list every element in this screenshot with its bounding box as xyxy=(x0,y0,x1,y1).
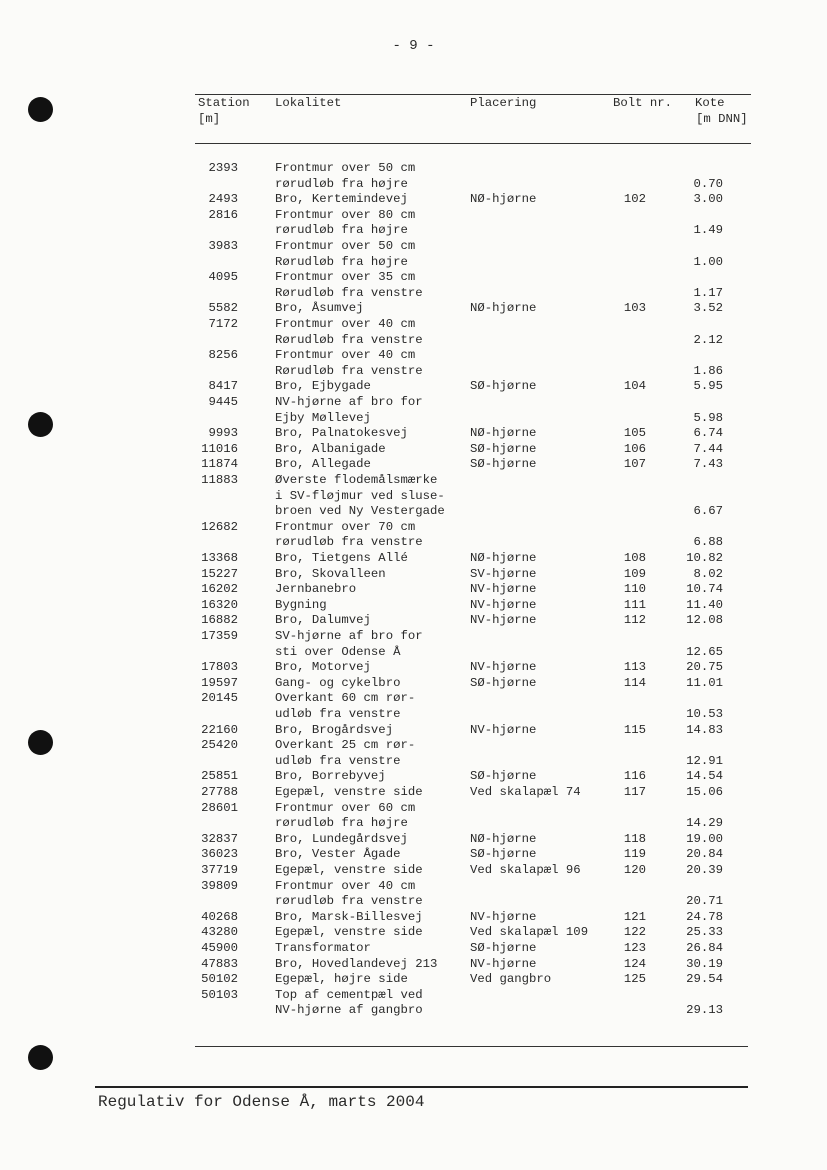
station-cell: 3983 xyxy=(208,239,238,253)
kote-cell: 20.39 xyxy=(686,863,723,877)
bolt-cell: 107 xyxy=(623,457,646,472)
lokalitet-cell: Bro, Brogårdsvej xyxy=(275,722,394,737)
lokalitet-cell: Top af cementpæl ved xyxy=(275,987,423,1002)
kote-cell: 6.67 xyxy=(693,504,723,519)
placering-cell: Ved skalapæl 96 xyxy=(470,863,581,877)
station-cell: 22160 xyxy=(201,722,238,737)
lokalitet-cell: Frontmur over 40 cm xyxy=(275,348,416,363)
bolt-cell: 120 xyxy=(623,863,646,877)
lokalitet-cell: Frontmur over 50 cm xyxy=(275,239,416,253)
lokalitet-cell: Frontmur over 60 cm xyxy=(275,800,416,815)
placering-cell: NØ-hjørne xyxy=(470,831,537,846)
station-cell: 16320 xyxy=(201,597,238,612)
lokalitet-cell: sti over Odense Å xyxy=(275,644,401,659)
lokalitet-cell: rørudløb fra venstre xyxy=(275,894,423,909)
header-placering: Placering xyxy=(470,96,537,110)
kote-cell: 26.84 xyxy=(686,941,723,955)
placering-cell: SØ-hjørne xyxy=(470,675,537,690)
placering-cell: NØ-hjørne xyxy=(470,426,537,441)
bolt-cell: 119 xyxy=(623,847,646,862)
lokalitet-cell: Frontmur over 70 cm xyxy=(275,519,416,534)
bolt-cell: 105 xyxy=(623,426,646,441)
kote-cell: 14.54 xyxy=(686,769,723,784)
kote-cell: 8.02 xyxy=(693,566,723,581)
lokalitet-cell: Frontmur over 50 cm xyxy=(275,161,416,175)
station-cell: 45900 xyxy=(201,941,238,955)
bolt-cell: 122 xyxy=(623,925,646,940)
placering-cell: SV-hjørne xyxy=(470,566,537,581)
lokalitet-cell: Bro, Kertemindevej xyxy=(275,192,408,207)
kote-cell: 29.54 xyxy=(686,972,723,987)
footer-title: Regulativ for Odense Å, marts 2004 xyxy=(98,1093,425,1111)
kote-cell: 15.06 xyxy=(686,785,723,799)
kote-cell: 5.98 xyxy=(693,410,723,425)
lokalitet-cell: Bro, Marsk-Billesvej xyxy=(275,909,423,924)
lokalitet-cell: Rørudløb fra venstre xyxy=(275,363,423,378)
placering-cell: NV-hjørne xyxy=(470,722,537,737)
kote-cell: 30.19 xyxy=(686,956,723,971)
lokalitet-cell: Ejby Møllevej xyxy=(275,410,371,425)
station-cell: 8417 xyxy=(208,379,238,394)
placering-cell: SØ-hjørne xyxy=(470,769,537,784)
header-station: Station xyxy=(198,96,250,110)
lokalitet-cell: NV-hjørne af gangbro xyxy=(275,1003,423,1018)
station-cell: 28601 xyxy=(201,800,238,815)
lokalitet-cell: SV-hjørne af bro for xyxy=(275,629,423,643)
placering-cell: SØ-hjørne xyxy=(470,379,537,394)
header-kote: Kote xyxy=(695,96,725,110)
placering-cell: NØ-hjørne xyxy=(470,301,537,316)
lokalitet-cell: rørudløb fra højre xyxy=(275,176,408,191)
station-cell: 2816 xyxy=(208,207,238,222)
placering-cell: NØ-hjørne xyxy=(470,192,537,207)
lokalitet-cell: Frontmur over 35 cm xyxy=(275,270,416,285)
lokalitet-cell: Frontmur over 80 cm xyxy=(275,207,416,222)
station-cell: 4095 xyxy=(208,270,238,285)
bolt-cell: 118 xyxy=(623,831,646,846)
bolt-cell: 106 xyxy=(623,441,646,456)
kote-cell: 0.70 xyxy=(693,176,723,191)
kote-cell: 1.86 xyxy=(693,363,723,378)
station-cell: 17803 xyxy=(201,660,238,675)
placering-cell: NV-hjørne xyxy=(470,909,537,924)
header-station-unit: [m] xyxy=(198,112,221,126)
lokalitet-cell: Gang- og cykelbro xyxy=(275,675,401,690)
station-cell: 16882 xyxy=(201,613,238,628)
placering-cell: NV-hjørne xyxy=(470,597,537,612)
kote-cell: 11.01 xyxy=(686,675,723,690)
punch-hole xyxy=(28,1045,53,1070)
bolt-cell: 102 xyxy=(623,192,646,207)
placering-cell: SØ-hjørne xyxy=(470,457,537,472)
lokalitet-cell: Bro, Skovalleen xyxy=(275,566,386,581)
kote-cell: 3.52 xyxy=(693,301,723,316)
bolt-cell: 113 xyxy=(623,660,646,675)
station-cell: 13368 xyxy=(201,551,238,565)
lokalitet-cell: Jernbanebro xyxy=(275,582,357,597)
bolt-cell: 112 xyxy=(623,613,646,628)
station-cell: 9445 xyxy=(208,395,238,409)
lokalitet-cell: broen ved Ny Vestergade xyxy=(275,504,445,519)
placering-cell: NØ-hjørne xyxy=(470,551,537,565)
lokalitet-cell: Overkant 25 cm rør- xyxy=(275,738,416,753)
punch-hole xyxy=(28,412,53,437)
bolt-cell: 109 xyxy=(623,566,646,581)
station-cell: 8256 xyxy=(208,348,238,363)
station-cell: 2493 xyxy=(208,192,238,207)
lokalitet-cell: Rørudløb fra venstre xyxy=(275,285,423,300)
lokalitet-cell: Rørudløb fra venstre xyxy=(275,332,423,347)
placering-cell: SØ-hjørne xyxy=(470,441,537,456)
kote-cell: 12.08 xyxy=(686,613,723,628)
station-cell: 17359 xyxy=(201,629,238,643)
lokalitet-cell: Egepæl, venstre side xyxy=(275,863,423,877)
placering-cell: Ved gangbro xyxy=(470,972,552,987)
header-bolt: Bolt nr. xyxy=(612,96,672,110)
footer-rule xyxy=(95,1086,748,1088)
kote-cell: 10.82 xyxy=(686,551,723,565)
placering-cell: SØ-hjørne xyxy=(470,847,537,862)
kote-cell: 7.43 xyxy=(693,457,723,472)
station-cell: 50103 xyxy=(201,987,238,1002)
station-cell: 32837 xyxy=(201,831,238,846)
station-cell: 5582 xyxy=(208,301,238,316)
table-top-rule xyxy=(195,94,751,95)
placering-cell: Ved skalapæl 74 xyxy=(470,785,581,799)
bolt-cell: 108 xyxy=(623,551,646,565)
placering-cell: NV-hjørne xyxy=(470,956,537,971)
punch-hole xyxy=(28,730,53,755)
lokalitet-cell: i SV-fløjmur ved sluse- xyxy=(275,488,445,503)
lokalitet-cell: Øverste flodemålsmærke xyxy=(275,473,438,487)
kote-cell: 25.33 xyxy=(686,925,723,940)
station-cell: 40268 xyxy=(201,909,238,924)
kote-cell: 20.71 xyxy=(686,894,723,909)
station-cell: 36023 xyxy=(201,847,238,862)
bolt-cell: 125 xyxy=(623,972,646,987)
lokalitet-cell: Transformator xyxy=(275,941,371,955)
lokalitet-cell: Bro, Palnatokesvej xyxy=(275,426,408,441)
kote-cell: 12.91 xyxy=(686,753,723,768)
lokalitet-cell: Bro, Åsumvej xyxy=(275,301,364,316)
lokalitet-cell: Bro, Dalumvej xyxy=(275,613,371,628)
bolt-cell: 121 xyxy=(623,909,646,924)
kote-cell: 14.29 xyxy=(686,816,723,831)
header-lokalitet: Lokalitet xyxy=(275,96,342,110)
bolt-cell: 110 xyxy=(623,582,646,597)
kote-cell: 19.00 xyxy=(686,831,723,846)
station-cell: 20145 xyxy=(201,691,238,706)
kote-cell: 11.40 xyxy=(686,597,723,612)
lokalitet-cell: udløb fra venstre xyxy=(275,707,401,721)
kote-cell: 12.65 xyxy=(686,644,723,659)
kote-cell: 24.78 xyxy=(686,909,723,924)
lokalitet-cell: Rørudløb fra højre xyxy=(275,254,408,269)
bolt-cell: 123 xyxy=(623,941,646,955)
station-cell: 19597 xyxy=(201,675,238,690)
placering-cell: SØ-hjørne xyxy=(470,941,537,955)
bolt-cell: 114 xyxy=(623,675,646,690)
lokalitet-cell: Bro, Borrebyvej xyxy=(275,769,386,784)
lokalitet-cell: Egepæl, venstre side xyxy=(275,925,423,940)
kote-cell: 20.75 xyxy=(686,660,723,675)
lokalitet-cell: Bro, Hovedlandevej 213 xyxy=(275,956,438,971)
station-cell: 9993 xyxy=(208,426,238,441)
bolt-cell: 115 xyxy=(623,722,646,737)
station-cell: 27788 xyxy=(201,785,238,799)
placering-cell: NV-hjørne xyxy=(470,660,537,675)
placering-cell: NV-hjørne xyxy=(470,613,537,628)
kote-cell: 6.88 xyxy=(693,535,723,550)
station-cell: 16202 xyxy=(201,582,238,597)
lokalitet-cell: Bro, Vester Ågade xyxy=(275,847,401,862)
station-cell: 25420 xyxy=(201,738,238,753)
header-kote-unit: [m DNN] xyxy=(696,112,748,126)
kote-cell: 29.13 xyxy=(686,1003,723,1018)
station-cell: 37719 xyxy=(201,863,238,877)
bolt-cell: 103 xyxy=(623,301,646,316)
station-cell: 2393 xyxy=(208,161,238,175)
kote-cell: 14.83 xyxy=(686,722,723,737)
lokalitet-cell: Bro, Albanigade xyxy=(275,441,386,456)
kote-cell: 1.17 xyxy=(693,285,723,300)
kote-cell: 1.49 xyxy=(693,223,723,238)
kote-cell: 20.84 xyxy=(686,847,723,862)
kote-cell: 6.74 xyxy=(693,426,723,441)
kote-cell: 10.74 xyxy=(686,582,723,597)
bolt-cell: 116 xyxy=(623,769,646,784)
lokalitet-cell: Egepæl, højre side xyxy=(275,972,408,987)
lokalitet-cell: Bro, Ejbygade xyxy=(275,379,371,394)
lokalitet-cell: Egepæl, venstre side xyxy=(275,785,423,799)
station-cell: 7172 xyxy=(208,317,238,331)
station-cell: 25851 xyxy=(201,769,238,784)
kote-cell: 1.00 xyxy=(693,254,723,269)
bolt-cell: 124 xyxy=(623,956,646,971)
punch-hole xyxy=(28,97,53,122)
kote-cell: 7.44 xyxy=(693,441,723,456)
station-cell: 11016 xyxy=(201,441,238,456)
lokalitet-cell: Bygning xyxy=(275,597,327,612)
station-cell: 15227 xyxy=(201,566,238,581)
kote-cell: 10.53 xyxy=(686,707,723,721)
table-bottom-rule xyxy=(195,1046,748,1047)
lokalitet-cell: Frontmur over 40 cm xyxy=(275,878,416,893)
lokalitet-cell: Bro, Motorvej xyxy=(275,660,371,675)
lokalitet-cell: udløb fra venstre xyxy=(275,753,401,768)
bolt-cell: 111 xyxy=(623,597,646,612)
station-cell: 43280 xyxy=(201,925,238,940)
lokalitet-cell: Bro, Tietgens Allé xyxy=(275,551,408,565)
station-cell: 11874 xyxy=(201,457,238,472)
lokalitet-cell: NV-hjørne af bro for xyxy=(275,395,423,409)
bolt-cell: 117 xyxy=(623,785,646,799)
station-cell: 11883 xyxy=(201,473,238,487)
station-cell: 47883 xyxy=(201,956,238,971)
lokalitet-cell: rørudløb fra venstre xyxy=(275,535,423,550)
lokalitet-cell: rørudløb fra højre xyxy=(275,223,408,238)
header-bottom-rule xyxy=(195,143,751,144)
station-cell: 50102 xyxy=(201,972,238,987)
lokalitet-cell: Frontmur over 40 cm xyxy=(275,317,416,331)
kote-cell: 3.00 xyxy=(693,192,723,207)
station-cell: 39809 xyxy=(201,878,238,893)
kote-cell: 5.95 xyxy=(693,379,723,394)
page-number: - 9 - xyxy=(392,38,435,54)
lokalitet-cell: Overkant 60 cm rør- xyxy=(275,691,416,706)
placering-cell: NV-hjørne xyxy=(470,582,537,597)
bolt-cell: 104 xyxy=(623,379,646,394)
kote-cell: 2.12 xyxy=(693,332,723,347)
placering-cell: Ved skalapæl 109 xyxy=(470,925,589,940)
station-cell: 12682 xyxy=(201,519,238,534)
lokalitet-cell: Bro, Allegade xyxy=(275,457,371,472)
lokalitet-cell: Bro, Lundegårdsvej xyxy=(275,831,408,846)
lokalitet-cell: rørudløb fra højre xyxy=(275,816,408,831)
